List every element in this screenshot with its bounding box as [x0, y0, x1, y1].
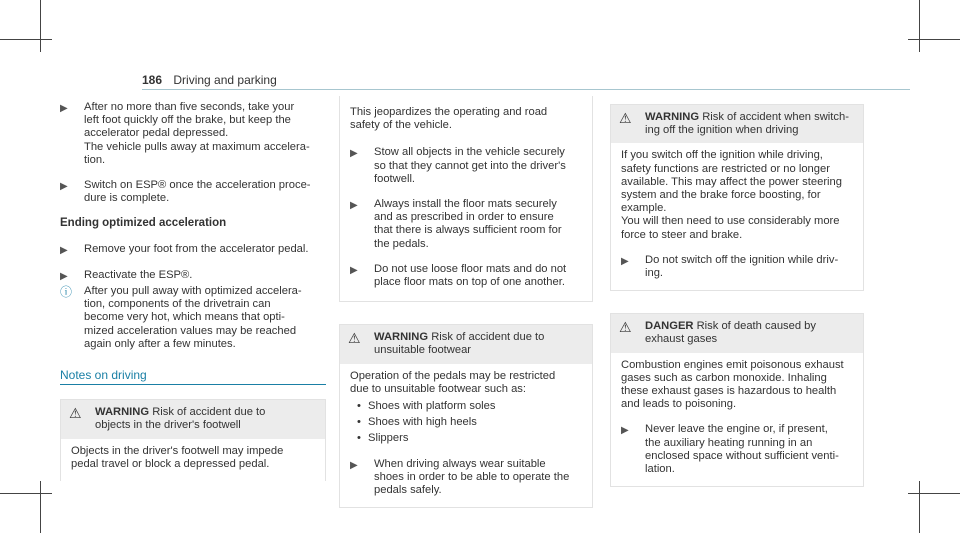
step	[60, 269, 326, 283]
crop-mark	[908, 493, 960, 494]
warning-box	[60, 399, 326, 481]
text-line: ing.	[645, 267, 664, 280]
warning-body	[61, 439, 325, 481]
step-arrow-icon: ▶	[350, 148, 358, 160]
left-column	[60, 101, 326, 481]
text-line: Operation of the pedals may be restricted	[350, 369, 556, 382]
step	[350, 263, 582, 289]
text-line: available. This may affect the power steering	[621, 175, 842, 188]
text-line: tion.	[84, 153, 106, 166]
crop-mark	[919, 0, 920, 52]
text-line: After you pull away with optimized accelera-	[84, 285, 302, 298]
warning-header	[611, 105, 863, 143]
warning-box-continued	[339, 96, 593, 302]
text-line: Never leave the engine or, if present,	[645, 423, 828, 436]
warning-body	[611, 143, 863, 290]
warning-triangle-icon: ⚠	[619, 319, 632, 336]
text-line: Always install the floor mats securely	[374, 198, 557, 211]
text-line: pedal travel or block a depressed pedal.	[71, 457, 270, 470]
danger-header	[611, 314, 863, 352]
text-line: Objects in the driver's footwell may impede	[71, 444, 284, 457]
warning-body	[340, 364, 592, 508]
text-line: left foot quickly off the brake, but keep the	[84, 114, 291, 127]
warning-title: Risk of accident when switch-	[702, 111, 849, 123]
step	[350, 458, 582, 498]
text-line: If you switch off the ignition while driving,	[621, 149, 823, 162]
danger-title: exhaust gases	[645, 333, 718, 346]
step-arrow-icon: ▶	[621, 425, 629, 437]
text-line: so that they cannot get into the driver's	[374, 159, 566, 172]
text-line: Do not switch off the ignition while driv-	[645, 253, 839, 266]
text-line: You will then need to use considerably more	[621, 215, 840, 228]
text-line: enclosed space without sufficient venti-	[645, 449, 839, 462]
text-line: system and the brake force boosting, for	[621, 189, 821, 202]
step-arrow-icon: ▶	[60, 270, 68, 282]
step-arrow-icon: ▶	[350, 459, 358, 471]
crop-mark	[40, 0, 41, 52]
text-line: gases such as carbon monoxide. Inhaling	[621, 371, 827, 384]
warning-title: objects in the driver's footwell	[95, 419, 241, 432]
text-line: Stow all objects in the vehicle securely	[374, 146, 565, 159]
text-line: example.	[621, 202, 667, 215]
warning-triangle-icon: ⚠	[619, 110, 632, 126]
section-heading: Ending optimized acceleration	[60, 217, 227, 230]
step	[60, 101, 326, 167]
step-arrow-icon: ▶	[60, 244, 68, 256]
danger-title: Risk of death caused by	[696, 320, 816, 333]
text-line: again only after a few minutes.	[84, 337, 236, 350]
text-line: these exhaust gases is hazardous to health	[621, 385, 837, 398]
text-line: become very hot, which means that opti-	[84, 311, 285, 324]
text-line: footwell.	[374, 172, 416, 185]
step	[60, 179, 326, 205]
section-title: Driving and parking	[173, 73, 277, 87]
crop-mark	[0, 39, 52, 40]
warning-triangle-icon: ⚠	[69, 405, 82, 422]
text-line: Reactivate the ESP®.	[84, 268, 193, 281]
text-line: The vehicle pulls away at maximum accelera-	[84, 140, 310, 153]
notes-rule	[60, 384, 326, 385]
text-line: shoes in order to be able to operate the	[374, 470, 570, 483]
info-icon: ⓘ	[60, 285, 73, 300]
text-line: due to unsuitable footwear such as:	[350, 382, 527, 395]
step-arrow-icon: ▶	[60, 181, 68, 193]
warning-box	[610, 104, 864, 291]
text-line: dure is complete.	[84, 192, 170, 205]
step-arrow-icon: ▶	[621, 255, 629, 267]
list-item: • Slippers	[357, 432, 409, 445]
step	[60, 243, 326, 257]
text-line: the auxiliary heating running in an	[645, 436, 813, 449]
step	[621, 254, 853, 280]
text-line: force to steer and brake.	[621, 228, 743, 241]
text-line: Remove your foot from the accelerator pedal.	[84, 242, 309, 255]
text-line: and leads to poisoning.	[621, 398, 737, 411]
text-line: accelerator pedal depressed.	[84, 127, 229, 140]
text-line: lation.	[645, 463, 675, 476]
text-line: Do not use loose floor mats and do not	[374, 262, 567, 275]
header-rule	[142, 89, 910, 90]
warning-label: WARNING	[645, 111, 700, 123]
crop-mark	[919, 481, 920, 533]
text-line: When driving always wear suitable	[374, 457, 546, 470]
crop-mark	[0, 493, 52, 494]
middle-column	[339, 96, 593, 508]
warning-title: Risk of accident due to	[152, 406, 266, 419]
text-line: safety of the vehicle.	[350, 119, 452, 132]
text-line: Combustion engines emit poisonous exhaust	[621, 358, 844, 371]
notes-heading: Notes on driving	[60, 368, 147, 383]
step-arrow-icon: ▶	[60, 103, 68, 114]
text-line: After no more than five seconds, take your	[84, 101, 295, 113]
warning-box	[339, 324, 593, 508]
text-line: pedals safely.	[374, 484, 442, 497]
text-line: that there is always sufficient room for	[374, 224, 562, 237]
right-column	[610, 104, 864, 487]
danger-box	[610, 313, 864, 487]
text-line: Switch on ESP® once the acceleration proce-	[84, 179, 311, 192]
warning-title: unsuitable footwear	[374, 344, 472, 357]
text-line: This jeopardizes the operating and road	[350, 106, 548, 118]
text-line: and as prescribed in order to ensure	[374, 211, 554, 224]
warning-title: Risk of accident due to	[431, 331, 545, 344]
text-line: mized acceleration values may be reached	[84, 324, 297, 337]
step-arrow-icon: ▶	[350, 200, 358, 212]
danger-body	[611, 353, 863, 487]
warning-triangle-icon: ⚠	[348, 330, 361, 347]
warning-label: WARNING	[95, 406, 150, 419]
step	[350, 146, 582, 186]
warning-header	[61, 400, 325, 438]
crop-mark	[40, 481, 41, 533]
text-line: the pedals.	[374, 237, 429, 250]
warning-title: ing off the ignition when driving	[645, 124, 799, 137]
page-header	[142, 73, 277, 87]
text-line: tion, components of the drivetrain can	[84, 298, 271, 311]
danger-label: DANGER	[645, 320, 694, 333]
text-line: place floor mats on top of one another.	[374, 276, 565, 289]
note	[60, 285, 326, 351]
step	[350, 198, 582, 251]
text-line: safety functions are restricted or no longer	[621, 162, 830, 175]
warning-header	[340, 325, 592, 363]
crop-mark	[908, 39, 960, 40]
list-item: • Shoes with platform soles	[357, 400, 496, 413]
warning-label: WARNING	[374, 331, 429, 344]
step-arrow-icon: ▶	[350, 264, 358, 276]
page-number: 186	[142, 73, 163, 87]
list-item: • Shoes with high heels	[357, 416, 477, 429]
step	[621, 423, 853, 476]
